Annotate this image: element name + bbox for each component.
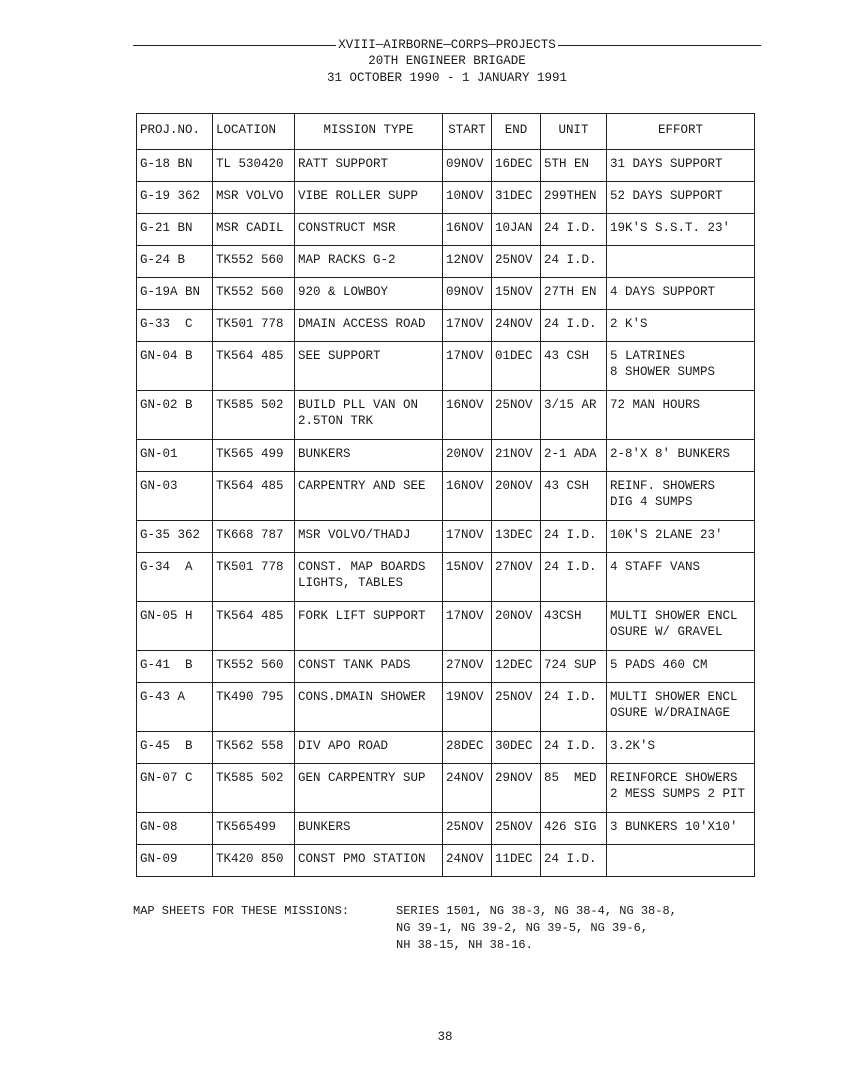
unit-cell: 24 I.D. bbox=[541, 683, 607, 732]
effort-cell: 2-8'X 8' BUNKERS bbox=[607, 440, 755, 472]
end-cell: 11DEC bbox=[492, 845, 541, 877]
proj-no-cell: G-43 A bbox=[137, 683, 213, 732]
map-sheets-line: NH 38-15, NH 38-16. bbox=[396, 938, 533, 952]
start-cell: 10NOV bbox=[443, 182, 492, 214]
document-title: XVIII—AIRBORNE—CORPS—PROJECTS bbox=[338, 38, 556, 52]
table-row bbox=[137, 813, 755, 845]
effort-cell: 52 DAYS SUPPORT bbox=[607, 182, 755, 214]
mission-type-cell: CONST. MAP BOARDS LIGHTS, TABLES bbox=[295, 553, 443, 602]
unit-cell: 24 I.D. bbox=[541, 246, 607, 278]
column-header-proj-no: PROJ.NO. bbox=[137, 114, 213, 150]
end-cell: 25NOV bbox=[492, 391, 541, 440]
table-row bbox=[137, 472, 755, 521]
start-cell: 24NOV bbox=[443, 764, 492, 813]
start-cell: 16NOV bbox=[443, 391, 492, 440]
start-cell: 16NOV bbox=[443, 472, 492, 521]
mission-type-cell: BUNKERS bbox=[295, 813, 443, 845]
end-cell: 31DEC bbox=[492, 182, 541, 214]
mission-type-cell: MSR VOLVO/THADJ bbox=[295, 521, 443, 553]
unit-cell: 724 SUP bbox=[541, 651, 607, 683]
location-cell: MSR VOLVO bbox=[213, 182, 295, 214]
start-cell: 28DEC bbox=[443, 732, 492, 764]
table-row bbox=[137, 521, 755, 553]
end-cell: 15NOV bbox=[492, 278, 541, 310]
end-cell: 13DEC bbox=[492, 521, 541, 553]
mission-type-cell: SEE SUPPORT bbox=[295, 342, 443, 391]
location-cell: TK585 502 bbox=[213, 391, 295, 440]
end-cell: 12DEC bbox=[492, 651, 541, 683]
unit-cell: 24 I.D. bbox=[541, 732, 607, 764]
mission-type-cell: DIV APO ROAD bbox=[295, 732, 443, 764]
proj-no-cell: G-33 C bbox=[137, 310, 213, 342]
effort-cell: 19K'S S.S.T. 23' bbox=[607, 214, 755, 246]
mission-type-cell: FORK LIFT SUPPORT bbox=[295, 602, 443, 651]
end-cell: 29NOV bbox=[492, 764, 541, 813]
mission-type-cell: VIBE ROLLER SUPP bbox=[295, 182, 443, 214]
proj-no-cell: GN-05 H bbox=[137, 602, 213, 651]
proj-no-cell: G-34 A bbox=[137, 553, 213, 602]
location-cell: TK564 485 bbox=[213, 342, 295, 391]
map-sheets-list bbox=[396, 903, 677, 954]
column-header-unit: UNIT bbox=[541, 114, 607, 150]
start-cell: 25NOV bbox=[443, 813, 492, 845]
unit-cell: 27TH EN bbox=[541, 278, 607, 310]
location-cell: TK668 787 bbox=[213, 521, 295, 553]
start-cell: 17NOV bbox=[443, 342, 492, 391]
effort-cell bbox=[607, 845, 755, 877]
proj-no-cell: G-24 B bbox=[137, 246, 213, 278]
proj-no-cell: G-18 BN bbox=[137, 150, 213, 182]
end-cell: 20NOV bbox=[492, 602, 541, 651]
start-cell: 09NOV bbox=[443, 150, 492, 182]
proj-no-cell: G-41 B bbox=[137, 651, 213, 683]
end-cell: 24NOV bbox=[492, 310, 541, 342]
table-row bbox=[137, 150, 755, 182]
unit-cell: 24 I.D. bbox=[541, 310, 607, 342]
table-row bbox=[137, 182, 755, 214]
location-cell: TK490 795 bbox=[213, 683, 295, 732]
end-cell: 21NOV bbox=[492, 440, 541, 472]
projects-table bbox=[136, 113, 755, 877]
mission-type-cell: CONS.DMAIN SHOWER bbox=[295, 683, 443, 732]
mission-type-cell: BUILD PLL VAN ON 2.5TON TRK bbox=[295, 391, 443, 440]
table-row bbox=[137, 602, 755, 651]
proj-no-cell: G-21 BN bbox=[137, 214, 213, 246]
effort-cell: 10K'S 2LANE 23' bbox=[607, 521, 755, 553]
effort-cell: 72 MAN HOURS bbox=[607, 391, 755, 440]
start-cell: 20NOV bbox=[443, 440, 492, 472]
table-row bbox=[137, 764, 755, 813]
header-rule-right bbox=[558, 45, 761, 46]
start-cell: 15NOV bbox=[443, 553, 492, 602]
location-cell: TL 530420 bbox=[213, 150, 295, 182]
mission-type-cell: GEN CARPENTRY SUP bbox=[295, 764, 443, 813]
effort-cell: 3.2K'S bbox=[607, 732, 755, 764]
end-cell: 01DEC bbox=[492, 342, 541, 391]
unit-cell: 2-1 ADA bbox=[541, 440, 607, 472]
table-row bbox=[137, 683, 755, 732]
unit-cell: 24 I.D. bbox=[541, 214, 607, 246]
location-cell: TK552 560 bbox=[213, 278, 295, 310]
table-row bbox=[137, 553, 755, 602]
map-sheets-line: SERIES 1501, NG 38-3, NG 38-4, NG 38-8, bbox=[396, 904, 677, 918]
page-number: 38 bbox=[437, 1030, 453, 1044]
column-header-mission-type: MISSION TYPE bbox=[295, 114, 443, 150]
effort-cell: 4 DAYS SUPPORT bbox=[607, 278, 755, 310]
start-cell: 17NOV bbox=[443, 602, 492, 651]
column-header-effort: EFFORT bbox=[607, 114, 755, 150]
proj-no-cell: GN-09 bbox=[137, 845, 213, 877]
end-cell: 25NOV bbox=[492, 683, 541, 732]
effort-cell: 4 STAFF VANS bbox=[607, 553, 755, 602]
proj-no-cell: GN-04 B bbox=[137, 342, 213, 391]
start-cell: 17NOV bbox=[443, 310, 492, 342]
end-cell: 10JAN bbox=[492, 214, 541, 246]
map-sheets-note bbox=[133, 903, 677, 954]
unit-cell: 426 SIG bbox=[541, 813, 607, 845]
proj-no-cell: G-19A BN bbox=[137, 278, 213, 310]
table-row bbox=[137, 214, 755, 246]
unit-cell: 5TH EN bbox=[541, 150, 607, 182]
start-cell: 12NOV bbox=[443, 246, 492, 278]
location-cell: TK565 499 bbox=[213, 440, 295, 472]
unit-cell: 24 I.D. bbox=[541, 553, 607, 602]
mission-type-cell: CARPENTRY AND SEE bbox=[295, 472, 443, 521]
effort-cell: MULTI SHOWER ENCL OSURE W/DRAINAGE bbox=[607, 683, 755, 732]
start-cell: 16NOV bbox=[443, 214, 492, 246]
proj-no-cell: GN-07 C bbox=[137, 764, 213, 813]
mission-type-cell: CONSTRUCT MSR bbox=[295, 214, 443, 246]
end-cell: 25NOV bbox=[492, 246, 541, 278]
end-cell: 27NOV bbox=[492, 553, 541, 602]
effort-cell: 3 BUNKERS 10'X10' bbox=[607, 813, 755, 845]
location-cell: MSR CADIL bbox=[213, 214, 295, 246]
unit-cell: 85 MED bbox=[541, 764, 607, 813]
location-cell: TK564 485 bbox=[213, 602, 295, 651]
mission-type-cell: RATT SUPPORT bbox=[295, 150, 443, 182]
start-cell: 17NOV bbox=[443, 521, 492, 553]
effort-cell: MULTI SHOWER ENCL OSURE W/ GRAVEL bbox=[607, 602, 755, 651]
location-cell: TK501 778 bbox=[213, 553, 295, 602]
location-cell: TK565499 bbox=[213, 813, 295, 845]
location-cell: TK501 778 bbox=[213, 310, 295, 342]
start-cell: 27NOV bbox=[443, 651, 492, 683]
effort-cell: 31 DAYS SUPPORT bbox=[607, 150, 755, 182]
location-cell: TK552 560 bbox=[213, 651, 295, 683]
start-cell: 24NOV bbox=[443, 845, 492, 877]
effort-cell: 5 PADS 460 CM bbox=[607, 651, 755, 683]
date-range-subtitle: 31 OCTOBER 1990 - 1 JANUARY 1991 bbox=[326, 71, 568, 85]
proj-no-cell: G-35 362 bbox=[137, 521, 213, 553]
start-cell: 19NOV bbox=[443, 683, 492, 732]
end-cell: 20NOV bbox=[492, 472, 541, 521]
proj-no-cell: G-19 362 bbox=[137, 182, 213, 214]
document-header bbox=[133, 38, 761, 52]
mission-type-cell: CONST PMO STATION bbox=[295, 845, 443, 877]
table-row bbox=[137, 246, 755, 278]
proj-no-cell: GN-02 B bbox=[137, 391, 213, 440]
effort-cell: REINFORCE SHOWERS 2 MESS SUMPS 2 PIT bbox=[607, 764, 755, 813]
column-header-start: START bbox=[443, 114, 492, 150]
unit-cell: 24 I.D. bbox=[541, 521, 607, 553]
table-row bbox=[137, 440, 755, 472]
unit-cell: 299THEN bbox=[541, 182, 607, 214]
mission-type-cell: CONST TANK PADS bbox=[295, 651, 443, 683]
end-cell: 16DEC bbox=[492, 150, 541, 182]
location-cell: TK420 850 bbox=[213, 845, 295, 877]
table-row bbox=[137, 732, 755, 764]
column-header-end: END bbox=[492, 114, 541, 150]
table-row bbox=[137, 391, 755, 440]
location-cell: TK564 485 bbox=[213, 472, 295, 521]
location-cell: TK562 558 bbox=[213, 732, 295, 764]
table-row bbox=[137, 310, 755, 342]
end-cell: 30DEC bbox=[492, 732, 541, 764]
unit-cell: 43CSH bbox=[541, 602, 607, 651]
unit-subtitle: 20TH ENGINEER BRIGADE bbox=[368, 54, 526, 68]
effort-cell: 2 K'S bbox=[607, 310, 755, 342]
mission-type-cell: MAP RACKS G-2 bbox=[295, 246, 443, 278]
unit-cell: 3/15 AR bbox=[541, 391, 607, 440]
column-header-location: LOCATION bbox=[213, 114, 295, 150]
unit-cell: 43 CSH bbox=[541, 342, 607, 391]
header-rule-left bbox=[133, 45, 336, 46]
mission-type-cell: 920 & LOWBOY bbox=[295, 278, 443, 310]
end-cell: 25NOV bbox=[492, 813, 541, 845]
unit-cell: 43 CSH bbox=[541, 472, 607, 521]
table-row bbox=[137, 342, 755, 391]
effort-cell bbox=[607, 246, 755, 278]
proj-no-cell: GN-03 bbox=[137, 472, 213, 521]
table-body bbox=[137, 150, 755, 877]
table-row bbox=[137, 278, 755, 310]
proj-no-cell: GN-01 bbox=[137, 440, 213, 472]
effort-cell: 5 LATRINES 8 SHOWER SUMPS bbox=[607, 342, 755, 391]
proj-no-cell: GN-08 bbox=[137, 813, 213, 845]
table-row bbox=[137, 651, 755, 683]
location-cell: TK552 560 bbox=[213, 246, 295, 278]
unit-cell: 24 I.D. bbox=[541, 845, 607, 877]
map-sheets-line: NG 39-1, NG 39-2, NG 39-5, NG 39-6, bbox=[396, 921, 649, 935]
table-header-row bbox=[137, 114, 755, 150]
proj-no-cell: G-45 B bbox=[137, 732, 213, 764]
mission-type-cell: DMAIN ACCESS ROAD bbox=[295, 310, 443, 342]
map-sheets-label: MAP SHEETS FOR THESE MISSIONS: bbox=[133, 904, 350, 918]
start-cell: 09NOV bbox=[443, 278, 492, 310]
location-cell: TK585 502 bbox=[213, 764, 295, 813]
table-row bbox=[137, 845, 755, 877]
mission-type-cell: BUNKERS bbox=[295, 440, 443, 472]
effort-cell: REINF. SHOWERS DIG 4 SUMPS bbox=[607, 472, 755, 521]
